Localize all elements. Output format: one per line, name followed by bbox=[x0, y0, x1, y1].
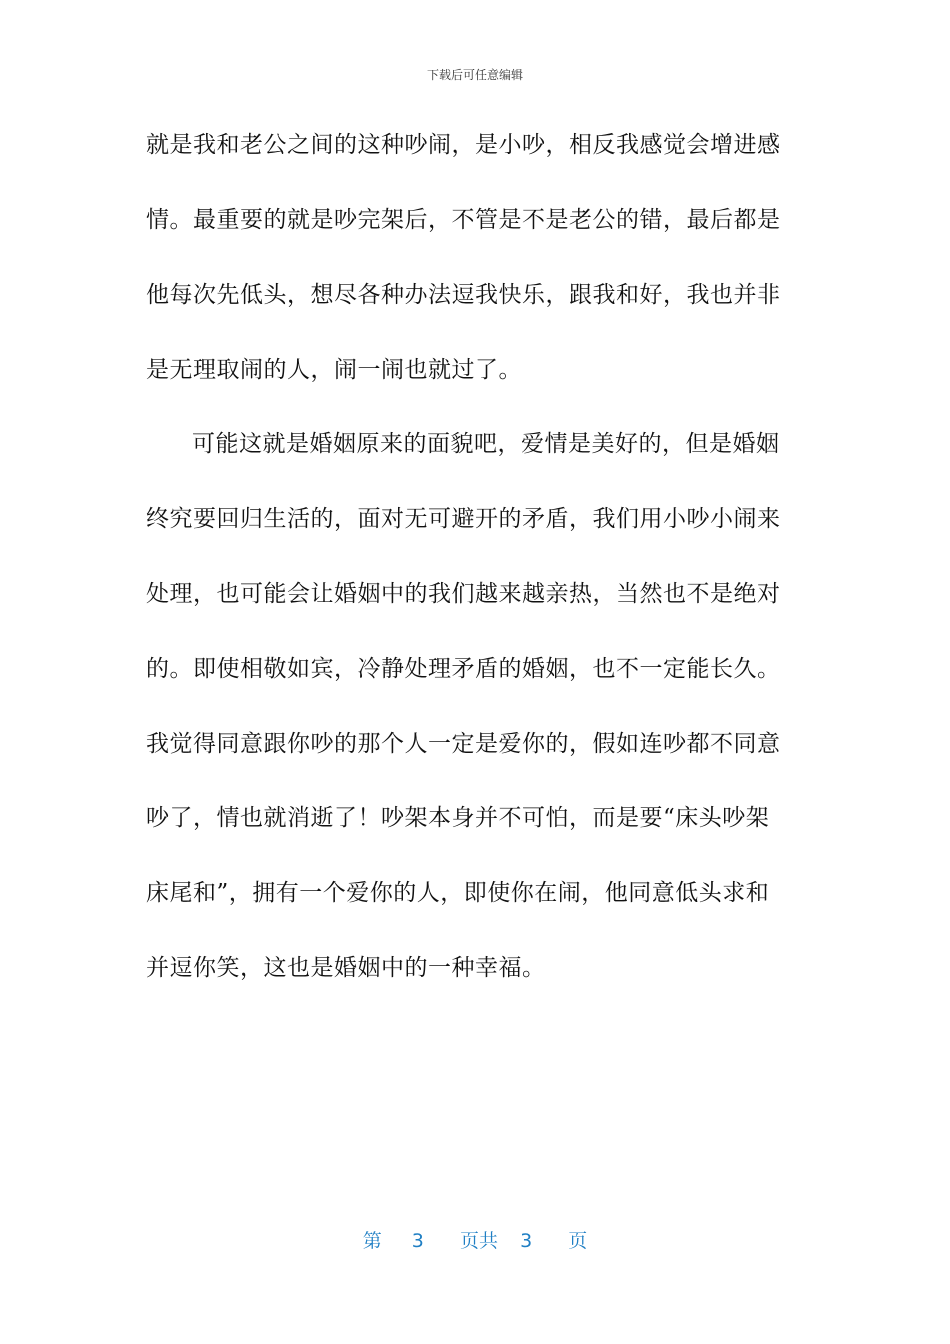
text-line: 可能这就是婚姻原来的面貌吧，爱情是美好的，但是婚姻 bbox=[192, 431, 780, 457]
page-label: 第 bbox=[362, 1230, 382, 1252]
text-line: 我觉得同意跟你吵的那个人一定是爱你的，假如连吵都不同意 bbox=[146, 731, 781, 757]
page-suffix: 页 bbox=[568, 1230, 588, 1252]
text-line: 是无理取闹的人，闹一闹也就过了。 bbox=[146, 357, 522, 383]
text-line: 处理，也可能会让婚姻中的我们越来越亲热，当然也不是绝对 bbox=[146, 581, 781, 607]
page-footer bbox=[0, 1226, 950, 1253]
total-pages-label: 页共 bbox=[459, 1230, 498, 1252]
text-line: 就是我和老公之间的这种吵闹，是小吵，相反我感觉会增进感 bbox=[146, 132, 781, 158]
page-number: 3 bbox=[411, 1230, 424, 1252]
text-line: 情。最重要的就是吵完架后，不管是不是老公的错，最后都是 bbox=[146, 207, 781, 233]
text-line: 吵了，情也就消逝了！吵架本身并不可怕，而是要“床头吵架 bbox=[146, 805, 770, 831]
text-line: 他每次先低头，想尽各种办法逗我快乐，跟我和好，我也并非 bbox=[146, 282, 781, 308]
text-line: 的。即使相敬如宾，冷静处理矛盾的婚姻，也不一定能长久。 bbox=[146, 656, 781, 682]
total-pages-number: 3 bbox=[520, 1230, 533, 1252]
page-header: 下载后可任意编辑 bbox=[426, 68, 523, 82]
text-line: 床尾和”，拥有一个爱你的人，即使你在闹，他同意低头求和 bbox=[146, 880, 770, 906]
text-line: 终究要回归生活的，面对无可避开的矛盾，我们用小吵小闹来 bbox=[146, 506, 781, 532]
text-line: 并逗你笑，这也是婚姻中的一种幸福。 bbox=[146, 955, 546, 981]
